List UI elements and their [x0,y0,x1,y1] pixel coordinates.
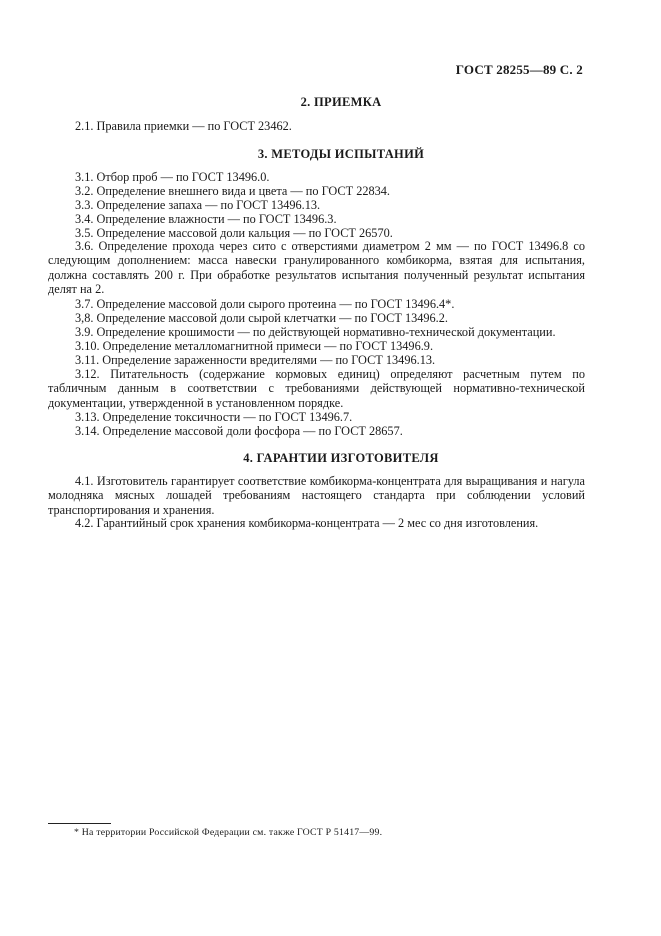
clause-3-11: 3.11. Определение зараженности вредителями — по ГОСТ 13496.13. [75,353,436,367]
section-title-acceptance: 2. ПРИЕМКА [300,95,382,109]
clause-3-9: 3.9. Определение крошимости — по действующей нормативно-технической документации. [75,325,556,339]
clause-3-3: 3.3. Определение запаха — по ГОСТ 13496.13. [75,198,321,212]
clause-3-7: 3.7. Определение массовой доли сырого протеина — по ГОСТ 13496.4*. [75,297,455,311]
section-title-manufacturer-guarantees: 4. ГАРАНТИИ ИЗГОТОВИТЕЛЯ [243,451,439,465]
footnote-divider [48,823,111,824]
section-title-test-methods: 3. МЕТОДЫ ИСПЫТАНИЙ [257,147,425,161]
clause-3-14: 3.14. Определение массовой доли фосфора — по ГОСТ 28657. [75,424,403,438]
clause-4-2: 4.2. Гарантийный срок хранения комбикорма-концентрата — 2 мес со дня изготовления. [75,516,539,530]
clause-3-13: 3.13. Определение токсичности — по ГОСТ 13496.7. [75,410,353,424]
clause-4-1: 4.1. Изготовитель гарантирует соответствие комбикорма-концентрата для выращивания и нагула молодняка мясных лошадей требованиям настоящего стандарта при соблюдении условий транспортирования и хранения. [48,474,585,517]
clause-3-8: 3,8. Определение массовой доли сырой клетчатки — по ГОСТ 13496.2. [75,311,448,325]
clause-3-10: 3.10. Определение металломагнитной примеси — по ГОСТ 13496.9. [75,339,434,353]
footnote: * На территории Российской Федерации см. также ГОСТ Р 51417—99. [74,827,383,838]
clause-3-4: 3.4. Определение влажности — по ГОСТ 13496.3. [75,212,337,226]
clause-3-5: 3.5. Определение массовой доли кальция — по ГОСТ 26570. [75,226,393,240]
clause-3-6: 3.6. Определение прохода через сито с отверстиями диаметром 2 мм — по ГОСТ 13496.8 со следующим дополнением: масса навески гранулированного комбикорма, взятая для испытания, должна составлять 200 г. При обработке результатов испытания полученный результат испытания делят на 2. [48,239,585,297]
clause-3-2: 3.2. Определение внешнего вида и цвета — по ГОСТ 22834. [75,184,391,198]
running-head: ГОСТ 28255—89 С. 2 [455,62,583,77]
clause-2-1: 2.1. Правила приемки — по ГОСТ 23462. [75,119,292,133]
clause-3-12: 3.12. Питательность (содержание кормовых единиц) определяют расчетным путем по табличным данным в соответствии с требованиями действующей нормативно-технической документации, утвержденной в установленном порядке. [48,367,585,410]
clause-3-1: 3.1. Отбор проб — по ГОСТ 13496.0. [75,170,270,184]
